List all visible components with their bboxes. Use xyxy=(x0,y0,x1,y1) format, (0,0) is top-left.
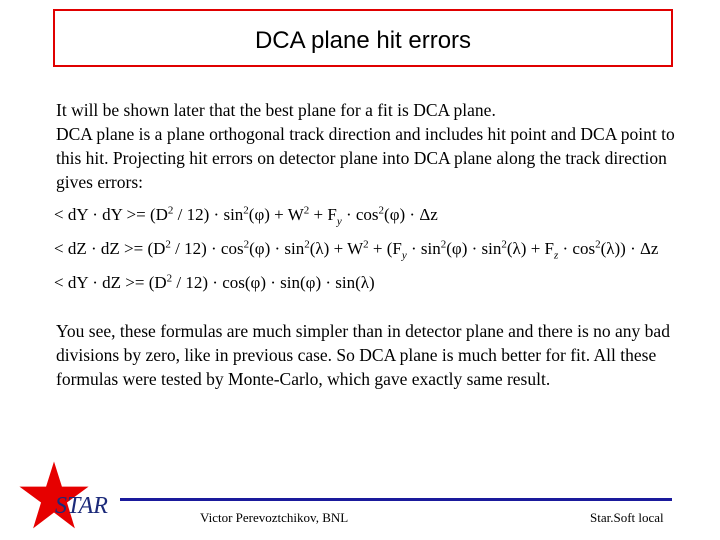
footer-location: Star.Soft local xyxy=(590,510,664,525)
equation-dy-dy-text: < dY · dY >= $(D^2 / 12) \cdot \sin^2(\varphi) + W^2 + F_y \cdot \cos^2(\varphi) \cdot \Delta z$ xyxy=(54,204,438,228)
footer-divider xyxy=(120,498,672,501)
equation-dy-dy xyxy=(54,204,438,227)
equation-dz-dz xyxy=(54,238,658,261)
title-box xyxy=(53,9,673,67)
conclusion-paragraph: You see, these formulas are much simpler than in detector plane and there is no any bad divisions by zero, like in previous case. So DCA plane is much better for fit. All these formulas were tested by Monte-Carlo, which gave exactly same result. xyxy=(56,321,670,389)
equation-dz-dz-text: < dZ · dZ >= $(D^2 / 12) \cdot \cos^2(\varphi) \cdot \sin^2(\lambda) + W^2 + (F_y \cdot \sin^2(\varphi) \cdot \sin^2(\lambda) + F_z \cdot \cos^2(\lambda)) \cdot \Delta z$ xyxy=(54,238,659,262)
slide-title: DCA plane hit errors xyxy=(254,27,472,54)
intro-paragraph: It will be shown later that the best plane for a fit is DCA plane. DCA plane is a plane orthogonal track direction and includes hit point and DCA point to this hit. Projecting hit errors on detector plane into DCA plane along the track direction gives errors: xyxy=(56,100,675,192)
star-logo-text: STAR xyxy=(55,493,108,519)
equation-dy-dz xyxy=(54,272,375,293)
equation-dy-dz-text: < dY · dZ >= $(D^2 / 12) \cdot \cos(\varphi) \cdot \sin(\varphi) \cdot \sin(\lambda)$ xyxy=(54,272,375,292)
footer-author: Victor Perevoztchikov, BNL xyxy=(200,510,349,525)
